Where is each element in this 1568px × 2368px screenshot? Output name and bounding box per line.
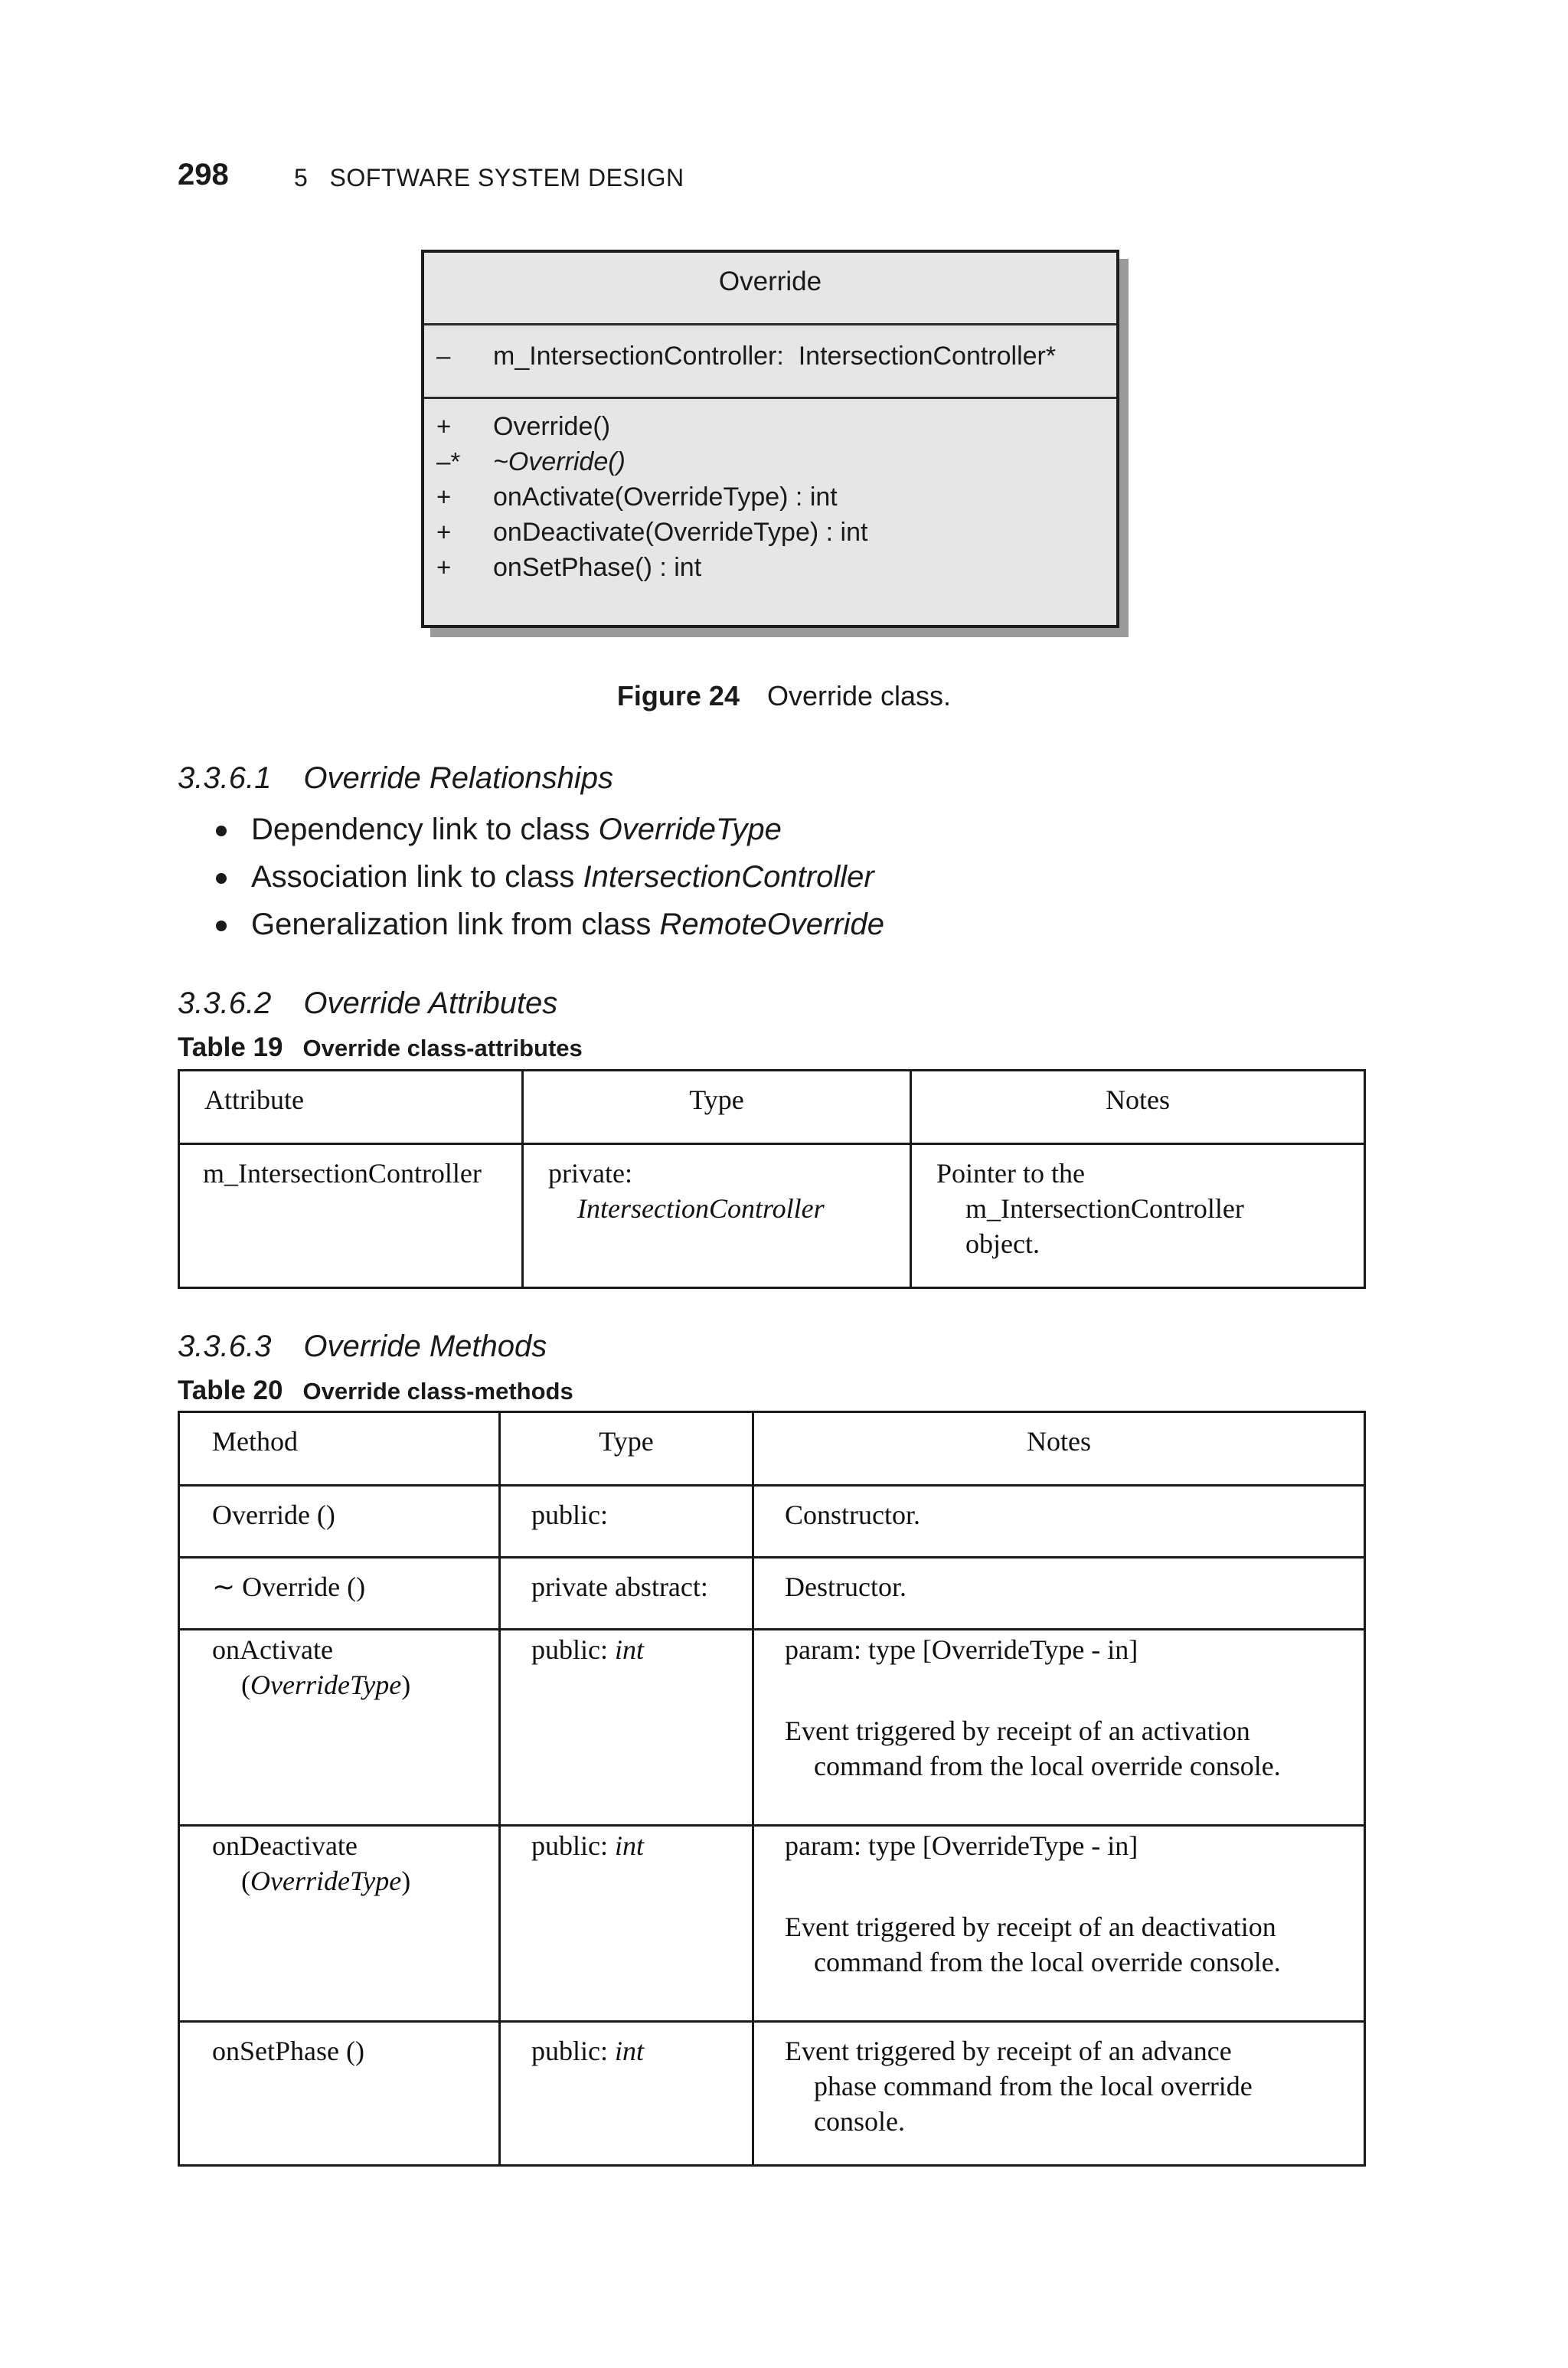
attributes-table bbox=[178, 1069, 1366, 1289]
table-cell: Destructor. bbox=[753, 1558, 1365, 1630]
uml-divider-2 bbox=[424, 397, 1116, 399]
table-20-caption bbox=[178, 1375, 573, 1406]
table-header-row bbox=[179, 1412, 1365, 1486]
notes-line: console. bbox=[814, 2106, 905, 2137]
type-return: int bbox=[614, 1634, 644, 1665]
table-label: Table 20 bbox=[178, 1375, 283, 1405]
notes-param: param: type [OverrideType - in] bbox=[785, 1634, 1138, 1665]
uml-class-box bbox=[421, 250, 1119, 628]
type-line: private: bbox=[548, 1158, 632, 1189]
uml-method-text: onSetPhase() : int bbox=[493, 553, 702, 582]
list-item-text: Association link to class bbox=[251, 860, 583, 894]
type-line: IntersectionController bbox=[577, 1193, 825, 1224]
method-name: onDeactivate bbox=[212, 1830, 358, 1861]
table-cell bbox=[753, 1630, 1365, 1826]
type-return: int bbox=[614, 2036, 644, 2066]
table-cell bbox=[500, 1826, 753, 2022]
table-cell bbox=[753, 2022, 1365, 2166]
bullet-icon bbox=[216, 921, 227, 931]
notes-line: m_IntersectionController bbox=[965, 1193, 1244, 1224]
table-cell: m_IntersectionController bbox=[179, 1144, 523, 1288]
methods-table bbox=[178, 1411, 1366, 2167]
section-heading-methods bbox=[178, 1330, 547, 1364]
uml-class-name: Override bbox=[718, 267, 822, 296]
section-title: Override Relationships bbox=[303, 761, 613, 795]
uml-visibility: + bbox=[436, 412, 452, 440]
table-cell: onSetPhase () bbox=[179, 2022, 500, 2166]
table-cell bbox=[753, 1826, 1365, 2022]
table-cell bbox=[500, 1630, 753, 1826]
table-cell: ∼ Override () bbox=[179, 1558, 500, 1630]
list-item bbox=[220, 901, 884, 948]
table-cell bbox=[523, 1144, 911, 1288]
bullet-icon bbox=[216, 873, 227, 884]
section-title: Override Attributes bbox=[303, 986, 558, 1020]
notes-line: command from the local override console. bbox=[814, 1947, 1281, 1977]
notes-line: phase command from the local override bbox=[814, 2071, 1253, 2101]
list-item-text: Dependency link to class bbox=[251, 813, 599, 846]
table-label: Table 19 bbox=[178, 1032, 283, 1062]
section-heading-attributes bbox=[178, 986, 557, 1021]
uml-attribute-text: m_IntersectionController: IntersectionController* bbox=[493, 342, 1057, 371]
table-caption-text: Override class-methods bbox=[302, 1378, 573, 1405]
uml-visibility: + bbox=[436, 553, 452, 581]
table-header-cell: Method bbox=[179, 1412, 500, 1486]
table-row bbox=[179, 1826, 1365, 2022]
table-header-cell: Type bbox=[500, 1412, 753, 1486]
table-19-caption bbox=[178, 1032, 583, 1063]
list-item bbox=[220, 806, 884, 853]
uml-visibility: + bbox=[436, 482, 452, 511]
table-cell: Constructor. bbox=[753, 1486, 1365, 1558]
table-header-cell: Type bbox=[523, 1071, 911, 1144]
method-param: OverrideType bbox=[250, 1866, 402, 1896]
method-name: onActivate bbox=[212, 1634, 333, 1665]
list-item-target: IntersectionController bbox=[583, 860, 874, 894]
uml-visibility: + bbox=[436, 518, 452, 546]
table-cell: private abstract: bbox=[500, 1558, 753, 1630]
type-text: public: bbox=[531, 1830, 615, 1861]
uml-method-text: onActivate(OverrideType) : int bbox=[493, 482, 838, 512]
table-caption-text: Override class-attributes bbox=[302, 1035, 583, 1061]
type-return: int bbox=[614, 1830, 644, 1861]
table-header-row bbox=[179, 1071, 1365, 1144]
table-cell bbox=[500, 2022, 753, 2166]
bullet-icon bbox=[216, 826, 227, 836]
uml-method-text: onDeactivate(OverrideType) : int bbox=[493, 518, 868, 547]
list-item-target: OverrideType bbox=[598, 813, 782, 846]
table-header-cell: Notes bbox=[911, 1071, 1365, 1144]
section-number: 3.3.6.2 bbox=[178, 986, 272, 1020]
table-row bbox=[179, 1558, 1365, 1630]
section-number: 3.3.6.3 bbox=[178, 1330, 272, 1363]
notes-line: Event triggered by receipt of an deactivation bbox=[785, 1912, 1276, 1942]
figure-caption bbox=[0, 680, 1568, 712]
table-cell bbox=[911, 1144, 1365, 1288]
notes-line: Event triggered by receipt of an activation bbox=[785, 1715, 1250, 1746]
table-cell: onActivate (OverrideType) bbox=[179, 1630, 500, 1826]
notes-line: Event triggered by receipt of an advance bbox=[785, 2036, 1232, 2066]
list-item-target: RemoteOverride bbox=[659, 908, 884, 941]
type-text: public: bbox=[531, 1634, 615, 1665]
table-cell: Override () bbox=[179, 1486, 500, 1558]
page-number: 298 bbox=[178, 158, 229, 191]
table-row bbox=[179, 2022, 1365, 2166]
list-item bbox=[220, 853, 884, 901]
table-header-cell: Notes bbox=[753, 1412, 1365, 1486]
section-heading-relationships bbox=[178, 761, 613, 796]
figure-caption-text: Override class. bbox=[766, 680, 952, 711]
table-cell: public: bbox=[500, 1486, 753, 1558]
table-row bbox=[179, 1144, 1365, 1288]
uml-divider-1 bbox=[424, 323, 1116, 325]
uml-visibility: –* bbox=[436, 447, 461, 476]
section-number: 3.3.6.1 bbox=[178, 761, 272, 795]
running-header: 5 SOFTWARE SYSTEM DESIGN bbox=[294, 164, 684, 191]
figure-label: Figure 24 bbox=[616, 680, 740, 711]
notes-line: Pointer to the bbox=[936, 1158, 1085, 1189]
uml-visibility: – bbox=[436, 342, 451, 370]
notes-line: object. bbox=[965, 1228, 1040, 1259]
list-item-text: Generalization link from class bbox=[251, 908, 660, 941]
table-row bbox=[179, 1630, 1365, 1826]
method-param: OverrideType bbox=[250, 1670, 402, 1700]
uml-method-text: Override() bbox=[493, 412, 611, 441]
notes-param: param: type [OverrideType - in] bbox=[785, 1830, 1138, 1861]
section-title: Override Methods bbox=[303, 1330, 547, 1363]
notes-line: command from the local override console. bbox=[814, 1751, 1281, 1781]
table-header-cell: Attribute bbox=[179, 1071, 523, 1144]
table-cell: onDeactivate (OverrideType) bbox=[179, 1826, 500, 2022]
table-row bbox=[179, 1486, 1365, 1558]
relationships-list bbox=[220, 806, 884, 948]
type-text: public: bbox=[531, 2036, 615, 2066]
uml-method-text: ~Override() bbox=[493, 447, 626, 476]
